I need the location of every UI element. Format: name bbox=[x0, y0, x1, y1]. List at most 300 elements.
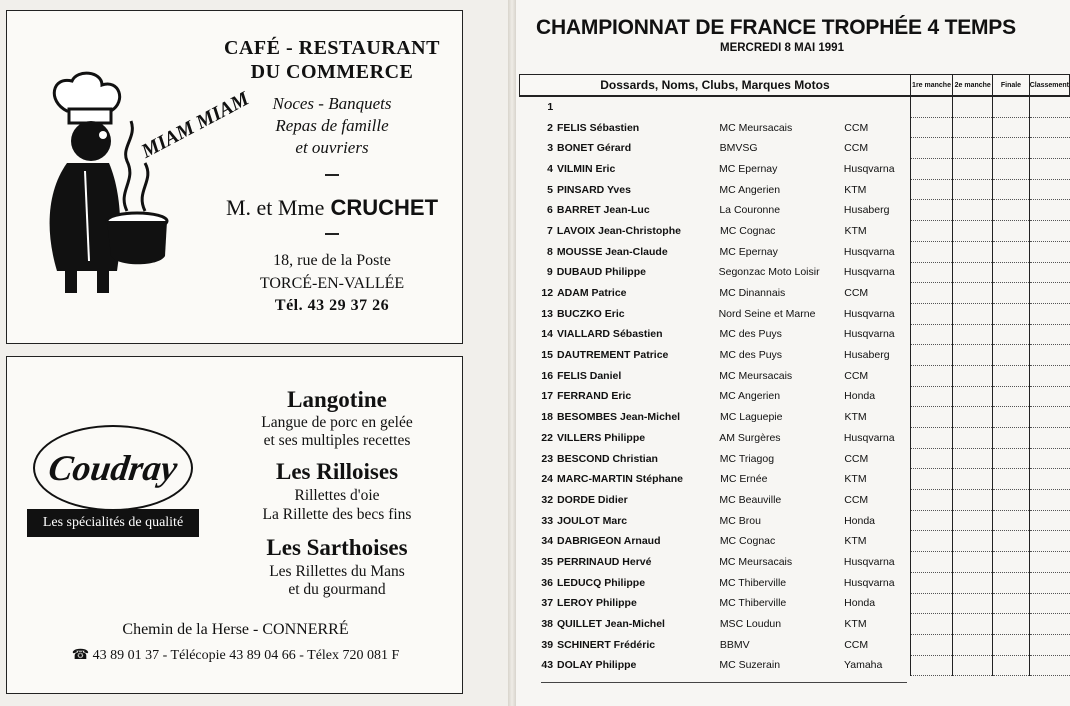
address-street: 18, rue de la Poste bbox=[273, 252, 391, 269]
classement-cell bbox=[1029, 159, 1069, 180]
club-cell: MSC Loudun bbox=[719, 618, 782, 631]
table-bottom-line bbox=[541, 682, 907, 683]
dossard-cell: 33 bbox=[541, 514, 554, 527]
dossard-cell: 18 bbox=[541, 411, 553, 424]
page-fold bbox=[508, 0, 516, 706]
moto-cell: Husaberg bbox=[843, 204, 890, 217]
club-cell: MC Triagog bbox=[719, 452, 775, 465]
address-town: TORCÉ-EN-VALLÉE bbox=[259, 275, 405, 292]
product-desc: La Rillette des becs fins bbox=[262, 506, 412, 523]
table-row bbox=[520, 303, 1070, 324]
owner-name: CRUCHET bbox=[330, 195, 439, 220]
coudray-logo bbox=[27, 425, 199, 537]
finale-cell bbox=[993, 469, 1029, 490]
header-classement: Classement bbox=[1029, 75, 1069, 97]
manche1-cell bbox=[910, 117, 952, 138]
nom-cell bbox=[557, 97, 719, 117]
nom-cell: DUBAUD Philippe bbox=[556, 266, 646, 279]
dossard-cell: 15 bbox=[541, 349, 553, 362]
chef-cartoon-illustration bbox=[27, 71, 253, 301]
header-main: Dossards, Noms, Clubs, Marques Motos bbox=[520, 75, 911, 97]
classement-cell bbox=[1029, 221, 1069, 242]
nom-cell: LEROY Philippe bbox=[557, 597, 637, 610]
finale-cell bbox=[993, 634, 1029, 655]
restaurant-telephone: Tél. 43 29 37 26 bbox=[274, 297, 390, 314]
table-row bbox=[520, 428, 1070, 449]
table-row bbox=[520, 531, 1070, 552]
dossard-cell: 16 bbox=[541, 369, 554, 382]
finale-cell bbox=[993, 386, 1029, 407]
header-finale: Finale bbox=[993, 75, 1029, 97]
nom-cell: FELIS Daniel bbox=[557, 369, 622, 382]
manche2-cell bbox=[953, 469, 993, 490]
nom-cell: BONET Gérard bbox=[557, 142, 632, 155]
nom-cell: MARC-MARTIN Stéphane bbox=[557, 473, 683, 486]
dossard-cell: 14 bbox=[541, 328, 553, 341]
classement-cell bbox=[1029, 241, 1069, 262]
table-row bbox=[520, 510, 1070, 531]
owner-line bbox=[207, 195, 457, 221]
coudray-contacts bbox=[7, 647, 464, 664]
dossard-cell: 32 bbox=[541, 493, 554, 506]
restaurant-title-line2: DU COMMERCE bbox=[250, 61, 414, 83]
dossard-cell: 12 bbox=[541, 287, 554, 300]
nom-cell: PINSARD Yves bbox=[557, 183, 631, 196]
moto-cell: KTM bbox=[844, 535, 867, 548]
product-name-sarthoises: Les Sarthoises bbox=[266, 535, 408, 560]
manche2-cell bbox=[953, 593, 993, 614]
club-cell: MC Suzerain bbox=[719, 659, 781, 672]
moto-cell: Husqvarna bbox=[843, 555, 895, 568]
manche2-cell bbox=[953, 221, 993, 242]
divider bbox=[325, 233, 339, 235]
product-desc: et du gourmand bbox=[288, 581, 386, 598]
table-row bbox=[520, 448, 1070, 469]
classement-cell bbox=[1029, 655, 1069, 676]
manche1-cell bbox=[910, 283, 952, 304]
dossard-cell: 1 bbox=[547, 101, 554, 114]
moto-cell: CCM bbox=[844, 142, 869, 155]
dossard-cell: 36 bbox=[541, 576, 553, 589]
finale-cell bbox=[993, 283, 1029, 304]
classement-cell bbox=[1029, 510, 1069, 531]
club-cell: MC Meursacais bbox=[719, 121, 793, 134]
table-row bbox=[520, 345, 1070, 366]
manche1-cell bbox=[910, 221, 952, 242]
moto-cell: KTM bbox=[844, 224, 867, 237]
row-main-cell bbox=[520, 552, 911, 573]
product-desc: Langue de porc en gelée bbox=[261, 414, 413, 431]
row-main-cell bbox=[520, 96, 911, 117]
dossard-cell: 37 bbox=[541, 597, 554, 610]
finale-cell bbox=[993, 510, 1029, 531]
manche2-cell bbox=[953, 572, 993, 593]
classement-cell bbox=[1029, 593, 1069, 614]
dossard-cell: 17 bbox=[541, 390, 554, 403]
manche2-cell bbox=[953, 200, 993, 221]
classement-cell bbox=[1029, 283, 1069, 304]
row-main-cell bbox=[520, 490, 911, 511]
club-cell: BBMV bbox=[719, 638, 750, 651]
nom-cell: LAVOIX Jean-Christophe bbox=[556, 224, 681, 237]
dossard-cell: 3 bbox=[547, 142, 554, 155]
finale-cell bbox=[993, 303, 1029, 324]
finale-cell bbox=[993, 345, 1029, 366]
classement-cell bbox=[1029, 531, 1069, 552]
row-main-cell bbox=[520, 469, 911, 490]
nom-cell: FELIS Sébastien bbox=[556, 121, 640, 134]
dossard-cell: 34 bbox=[541, 535, 554, 548]
classement-cell bbox=[1029, 634, 1069, 655]
row-main-cell bbox=[520, 510, 911, 531]
row-main-cell bbox=[520, 655, 911, 676]
moto-cell: KTM bbox=[844, 618, 867, 631]
restaurant-ad bbox=[6, 10, 463, 344]
dossard-cell: 4 bbox=[547, 162, 553, 175]
manche1-cell bbox=[910, 262, 952, 283]
club-cell: MC Epernay bbox=[719, 162, 778, 175]
table-row bbox=[520, 634, 1070, 655]
moto-cell: Husaberg bbox=[844, 349, 890, 362]
nom-cell: DOLAY Philippe bbox=[557, 659, 637, 672]
product-desc: Les Rillettes du Mans bbox=[269, 563, 405, 580]
moto-cell: CCM bbox=[844, 638, 869, 651]
club-cell: MC Angerien bbox=[719, 390, 781, 403]
header-manche2: 2e manche bbox=[953, 75, 993, 97]
moto-cell: Husqvarna bbox=[843, 245, 895, 258]
table-row bbox=[520, 324, 1070, 345]
club-cell: MC Cognac bbox=[719, 535, 776, 548]
club-cell: MC Thiberville bbox=[719, 576, 787, 589]
moto-cell: KTM bbox=[844, 183, 867, 196]
table-row bbox=[520, 262, 1070, 283]
finale-cell bbox=[993, 96, 1029, 117]
manche2-cell bbox=[953, 117, 993, 138]
manche2-cell bbox=[953, 365, 993, 386]
manche1-cell bbox=[910, 510, 952, 531]
finale-cell bbox=[993, 655, 1029, 676]
club-cell: MC Brou bbox=[719, 514, 761, 527]
table-row bbox=[520, 221, 1070, 242]
nom-cell: LEDUCQ Philippe bbox=[556, 576, 646, 589]
manche2-cell bbox=[953, 490, 993, 511]
manche2-cell bbox=[953, 96, 993, 117]
classement-cell bbox=[1029, 345, 1069, 366]
finale-cell bbox=[993, 138, 1029, 159]
manche2-cell bbox=[953, 159, 993, 180]
row-main-cell bbox=[520, 303, 911, 324]
manche2-cell bbox=[953, 386, 993, 407]
row-main-cell bbox=[520, 200, 911, 221]
manche1-cell bbox=[910, 324, 952, 345]
nom-cell: BARRET Jean-Luc bbox=[556, 204, 650, 217]
classement-cell bbox=[1029, 365, 1069, 386]
row-main-cell bbox=[520, 159, 911, 180]
manche1-cell bbox=[910, 159, 952, 180]
table-row bbox=[520, 407, 1070, 428]
classement-cell bbox=[1029, 428, 1069, 449]
table-header-row bbox=[520, 75, 1070, 97]
dossard-cell: 8 bbox=[546, 245, 553, 258]
row-main-cell bbox=[520, 179, 911, 200]
nom-cell: VILMIN Eric bbox=[556, 162, 616, 175]
manche2-cell bbox=[953, 448, 993, 469]
finale-cell bbox=[993, 241, 1029, 262]
manche1-cell bbox=[910, 634, 952, 655]
manche2-cell bbox=[953, 552, 993, 573]
manche2-cell bbox=[953, 531, 993, 552]
club-cell: MC Dinannais bbox=[719, 287, 786, 300]
moto-cell: Honda bbox=[844, 597, 876, 610]
row-main-cell bbox=[520, 221, 911, 242]
dossard-cell: 6 bbox=[547, 204, 553, 217]
classement-cell bbox=[1029, 262, 1069, 283]
classement-cell bbox=[1029, 324, 1069, 345]
table-row bbox=[520, 490, 1070, 511]
product-name-langotine: Langotine bbox=[287, 387, 387, 412]
dossard-cell: 7 bbox=[547, 224, 553, 237]
club-cell: BMVSG bbox=[719, 142, 758, 155]
manche2-cell bbox=[953, 283, 993, 304]
nom-cell: DORDE Didier bbox=[557, 493, 628, 506]
nom-cell: FERRAND Eric bbox=[557, 390, 632, 403]
finale-cell bbox=[993, 179, 1029, 200]
table-row bbox=[520, 572, 1070, 593]
moto-cell: KTM bbox=[844, 473, 867, 486]
row-main-cell bbox=[520, 365, 911, 386]
row-main-cell bbox=[520, 448, 911, 469]
classement-cell bbox=[1029, 386, 1069, 407]
nom-cell: PERRINAUD Hervé bbox=[556, 555, 652, 568]
manche1-cell bbox=[910, 365, 952, 386]
nom-cell: VILLERS Philippe bbox=[556, 431, 646, 444]
classement-cell bbox=[1029, 572, 1069, 593]
manche1-cell bbox=[910, 490, 952, 511]
nom-cell: ADAM Patrice bbox=[557, 287, 627, 300]
finale-cell bbox=[993, 552, 1029, 573]
manche2-cell bbox=[953, 138, 993, 159]
manche2-cell bbox=[953, 407, 993, 428]
manche1-cell bbox=[910, 303, 952, 324]
table-row bbox=[520, 614, 1070, 635]
header-manche1: 1re manche bbox=[910, 75, 952, 97]
dossard-cell: 9 bbox=[546, 266, 553, 279]
row-main-cell bbox=[520, 138, 911, 159]
manche1-cell bbox=[910, 531, 952, 552]
row-main-cell bbox=[520, 345, 911, 366]
logo-tagline: Les spécialités de qualité bbox=[27, 509, 199, 537]
nom-cell: JOULOT Marc bbox=[557, 514, 628, 527]
table-row bbox=[520, 655, 1070, 676]
classement-cell bbox=[1029, 469, 1069, 490]
table-row bbox=[520, 283, 1070, 304]
service-line-3: et ouvriers bbox=[295, 138, 369, 157]
table-row bbox=[520, 159, 1070, 180]
table-row bbox=[520, 200, 1070, 221]
dossard-cell: 23 bbox=[541, 452, 554, 465]
dossard-cell: 22 bbox=[541, 431, 553, 444]
manche1-cell bbox=[910, 138, 952, 159]
manche1-cell bbox=[910, 241, 952, 262]
finale-cell bbox=[993, 531, 1029, 552]
club-cell: MC Laguepie bbox=[720, 411, 783, 424]
classement-cell bbox=[1029, 448, 1069, 469]
manche2-cell bbox=[953, 179, 993, 200]
classement-cell bbox=[1029, 614, 1069, 635]
dossard-cell: 39 bbox=[541, 638, 554, 651]
moto-cell: CCM bbox=[844, 121, 869, 134]
table-row bbox=[520, 552, 1070, 573]
finale-cell bbox=[993, 324, 1029, 345]
row-main-cell bbox=[520, 117, 911, 138]
divider bbox=[325, 174, 339, 176]
moto-cell: Husqvarna bbox=[843, 576, 895, 589]
restaurant-title-line1: CAFÉ - RESTAURANT bbox=[224, 37, 440, 59]
row-main-cell bbox=[520, 634, 911, 655]
dossard-cell: 38 bbox=[541, 618, 554, 631]
moto-cell: CCM bbox=[844, 369, 869, 382]
owner-prefix: M. et Mme bbox=[225, 195, 325, 220]
nom-cell: VIALLARD Sébastien bbox=[556, 328, 663, 341]
results-table bbox=[519, 74, 1070, 676]
classement-cell bbox=[1029, 407, 1069, 428]
club-cell: MC Thiberville bbox=[719, 597, 787, 610]
club-cell: La Couronne bbox=[719, 204, 781, 217]
finale-cell bbox=[993, 200, 1029, 221]
product-desc: Rillettes d'oie bbox=[294, 487, 380, 504]
classement-cell bbox=[1029, 117, 1069, 138]
club-cell: MC des Puys bbox=[719, 349, 783, 362]
row-main-cell bbox=[520, 241, 911, 262]
classement-cell bbox=[1029, 490, 1069, 511]
dossard-cell: 24 bbox=[541, 473, 553, 486]
telephone-icon: ☎ bbox=[71, 648, 90, 663]
finale-cell bbox=[993, 572, 1029, 593]
table-row bbox=[520, 241, 1070, 262]
moto-cell: CCM bbox=[844, 287, 869, 300]
row-main-cell bbox=[520, 283, 911, 304]
manche1-cell bbox=[910, 386, 952, 407]
manche1-cell bbox=[910, 469, 952, 490]
manche2-cell bbox=[953, 303, 993, 324]
manche2-cell bbox=[953, 345, 993, 366]
finale-cell bbox=[993, 614, 1029, 635]
club-cell: MC des Puys bbox=[719, 328, 782, 341]
nom-cell: BESCOND Christian bbox=[557, 452, 658, 465]
finale-cell bbox=[993, 448, 1029, 469]
club-cell: MC Beauville bbox=[719, 493, 782, 506]
row-main-cell bbox=[520, 324, 911, 345]
table-row bbox=[520, 179, 1070, 200]
club-cell: MC Meursacais bbox=[719, 369, 793, 382]
finale-cell bbox=[993, 221, 1029, 242]
moto-cell: Yamaha bbox=[844, 659, 883, 672]
manche2-cell bbox=[953, 241, 993, 262]
moto-cell: Husqvarna bbox=[843, 328, 895, 341]
dossard-cell: 35 bbox=[541, 555, 553, 568]
club-cell: MC Ernée bbox=[720, 473, 768, 486]
classement-cell bbox=[1029, 179, 1069, 200]
coudray-address: Chemin de la Herse - CONNERRÉ bbox=[122, 621, 349, 638]
row-main-cell bbox=[520, 428, 911, 449]
club-cell: Segonzac Moto Loisir bbox=[718, 266, 820, 279]
manche1-cell bbox=[910, 345, 952, 366]
manche1-cell bbox=[910, 593, 952, 614]
club-cell: AM Surgères bbox=[719, 431, 781, 444]
moto-cell: Honda bbox=[844, 514, 876, 527]
finale-cell bbox=[993, 490, 1029, 511]
finale-cell bbox=[993, 117, 1029, 138]
club-cell: MC Angerien bbox=[719, 183, 781, 196]
manche2-cell bbox=[953, 510, 993, 531]
nom-cell: MOUSSE Jean-Claude bbox=[556, 245, 668, 258]
classement-cell bbox=[1029, 138, 1069, 159]
classement-cell bbox=[1029, 303, 1069, 324]
moto-cell: Husqvarna bbox=[843, 266, 895, 279]
manche2-cell bbox=[953, 262, 993, 283]
classement-cell bbox=[1029, 200, 1069, 221]
manche1-cell bbox=[910, 200, 952, 221]
dossard-cell: 5 bbox=[547, 183, 553, 196]
product-desc: et ses multiples recettes bbox=[263, 432, 411, 449]
club-cell bbox=[719, 97, 844, 117]
moto-cell: KTM bbox=[844, 411, 867, 424]
table-row bbox=[520, 96, 1070, 117]
miam-miam-text: MIAM MIAM bbox=[137, 87, 253, 163]
logo-brand: Coudray bbox=[46, 448, 180, 488]
finale-cell bbox=[993, 159, 1029, 180]
row-main-cell bbox=[520, 386, 911, 407]
manche2-cell bbox=[953, 324, 993, 345]
row-main-cell bbox=[520, 407, 911, 428]
manche2-cell bbox=[953, 614, 993, 635]
classement-cell bbox=[1029, 96, 1069, 117]
table-row bbox=[520, 386, 1070, 407]
nom-cell: SCHINERT Frédéric bbox=[557, 638, 656, 651]
nom-cell: QUILLET Jean-Michel bbox=[557, 618, 665, 631]
product-name-rilloises: Les Rilloises bbox=[275, 459, 399, 484]
finale-cell bbox=[993, 428, 1029, 449]
manche1-cell bbox=[910, 179, 952, 200]
row-main-cell bbox=[520, 572, 911, 593]
moto-cell: Honda bbox=[844, 390, 876, 403]
finale-cell bbox=[993, 407, 1029, 428]
manche1-cell bbox=[910, 428, 952, 449]
row-main-cell bbox=[520, 593, 911, 614]
manche2-cell bbox=[953, 655, 993, 676]
club-cell: MC Meursacais bbox=[719, 555, 793, 568]
table-row bbox=[520, 117, 1070, 138]
manche1-cell bbox=[910, 552, 952, 573]
nom-cell: DABRIGEON Arnaud bbox=[557, 535, 661, 548]
table-row bbox=[520, 138, 1070, 159]
moto-cell: Husqvarna bbox=[843, 307, 895, 320]
table-row bbox=[520, 593, 1070, 614]
row-main-cell bbox=[520, 614, 911, 635]
nom-cell: BUCZKO Eric bbox=[556, 307, 625, 320]
manche1-cell bbox=[910, 655, 952, 676]
finale-cell bbox=[993, 365, 1029, 386]
service-line-2: Repas de famille bbox=[275, 116, 389, 135]
nom-cell: BESOMBES Jean-Michel bbox=[556, 411, 681, 424]
coudray-ad bbox=[6, 356, 463, 694]
contacts-text: 43 89 01 37 - Télécopie 43 89 04 66 - Télex 720 081 F bbox=[92, 648, 400, 663]
manche1-cell bbox=[910, 572, 952, 593]
manche1-cell bbox=[910, 96, 952, 117]
manche2-cell bbox=[953, 428, 993, 449]
manche1-cell bbox=[910, 448, 952, 469]
moto-cell: Husqvarna bbox=[843, 162, 895, 175]
